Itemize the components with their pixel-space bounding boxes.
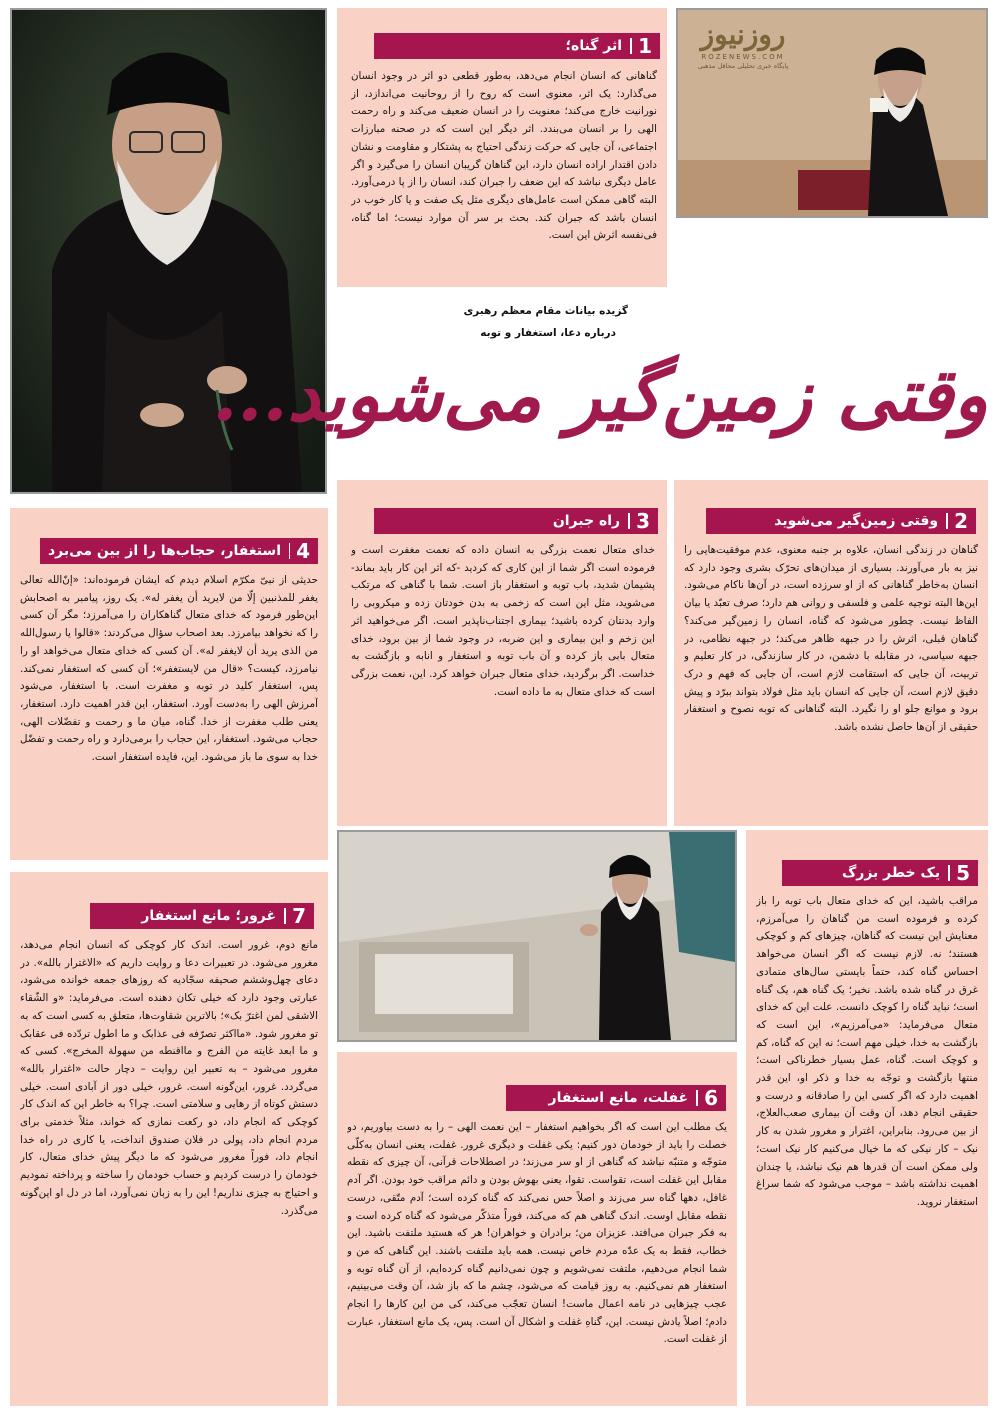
leader-praying-photo <box>676 8 988 218</box>
section-5-title: یک خطر بزرگ <box>841 865 941 881</box>
section-divider-bar <box>630 38 632 54</box>
section-4-number: 4 <box>296 539 310 563</box>
subtitle-line-2: درباره دعا، استغفار و توبه <box>480 327 616 339</box>
section-6-header <box>506 1085 726 1111</box>
standing-illustration <box>339 832 735 1040</box>
section-7-number: 7 <box>292 904 306 928</box>
leader-standing-photo <box>337 830 737 1042</box>
logo-tagline: پایگاه خبری تحلیلی محافل مذهبی <box>697 62 789 70</box>
section-divider-bar <box>284 908 286 924</box>
section-3-text: خدای متعال نعمت بزرگی به انسان داده که نعمت مغفرت است و فرموده است اگر شما از این کاری که کردید -که اثر این کار باید بماند- پشیمان شدید، باب توبه و استغفار باز است. شما با گناهی که مرتکب می‌شوید، مثل این است که زخمی به بدن خودتان زده و میکروبی را وارد بدنتان کرده باشید؛ بیماری اجتناب‌ناپذیر است. اگر می‌خواهید اثر این زخم و این بیماری و این ضربه، در وجود شما از بین برود، خدای متعال بابی باز کرده و آن باب توبه و استغفار و انابه و بازگشت به خداست. اگر برگردید، خدای متعال جبران خواهد کرد. این، نعمت بزرگی است که خدای متعال به ما داده است. <box>351 544 655 698</box>
section-divider-bar <box>628 513 630 529</box>
subtitle-line-1: گزیده بیانات مقام معظم رهبری <box>463 305 628 317</box>
section-4-title: استغفار، حجاب‌ها را از بین می‌برد <box>48 543 282 559</box>
section-6-title: غفلت، مانع استغفار <box>548 1090 689 1106</box>
section-2-header <box>706 508 976 534</box>
section-6-number: 6 <box>704 1086 718 1110</box>
rozenews-logo <box>684 18 802 100</box>
section-5-text: مراقب باشید، این که خدای متعال باب توبه را باز کرده و فرموده است من گناهان را می‌آمرزم، معنایش این نیست که گناهان، چیزهای کم و کوچکی هستند؛ نه. لازم نیست که اگر انسان می‌خواهد احساس گناه کند، حتماً بایستی سال‌های متمادی غرق در گناه شده باشد. نخیر؛ یک گناه هم، یک گناه است؛ نباید گناه را کوچک دانست. علت این که خدای متعال می‌فرماید: «می‌آمرزیم»، این است که بازگشت به خدا، خیلی مهم است؛ نه این که گناه، کم و کوچک است. گناه، عمل بسیار خطرناکی است؛ منتها بازگشت و توجّه به خدا و ذکر او، این قدر اهمیت دارد که اگر کسی این را صادقانه و درست و حقیقی انجام دهد، آن وقت آن بیماری صعب‌العلاج، از بین می‌رود. بنابراین، اغترار و مغرور شدن به کار نیک – کار نیکی که ما خیال می‌کنیم کار نیک است؛ ولی ممکن است آن قدرها هم نیک نباشد، یا چندان اهمیت نداشته باشد – موجب می‌شود که شما سراغ استغفار نروید. <box>756 895 978 1208</box>
main-title: وقتی زمین‌گیر می‌شوید... <box>212 352 988 437</box>
section-4-header <box>40 538 318 564</box>
section-5-number: 5 <box>956 861 970 885</box>
section-7-text: مانع دوم، غرور است. اندک کار کوچکی که انسان انجام می‌دهد، مغرور می‌شود. در تعبیرات دعا و روایت داریم که «الاغترار بالله». در دعای چهل‌وششم صحیفه سجّادیه که روزهای جمعه خوانده می‌شود، عبارتی وجود دارد که خیلی تکان دهنده است. می‌فرماید: «و الشّقاء الاشقی لمن اغترّ بک»؛ بالاترین شقاوت‌ها، متعلق به کسی است که به تو مغرور شود. «مااکثر تصرّفه فی عذابک و ما اطول تردّده فی عقابک و ما ابعد غایته من الفرج و مااقنطه من سهولة المخرج». کسی که مغرور می‌شود – به تعبیر این روایت – دچار حالت «اغترار بالله» می‌گردد. غرور، این‌گونه است. غرور، خیلی دور از آبادی است. خیلی دستش کوتاه از رهایی و سلامتی است. چرا؟ به خاطر این که اندک کار کوچکی که انجام داد، دو رکعت نمازی که خواند، مثلاً خدمتی برای مردم انجام داد، پولی در فلان صندوق انداخت، یا کاری در راه خدا انجام داد، فوراً مغرور می‌شود که ما دیگر پیش خدای متعال، کار خودمان را درست کردیم و حساب خودمان را ساخته و پرداخته نمودیم و احتیاج به چیزی نداریم! این را به زبان نمی‌آورد، اما در دل او این‌گونه می‌گذرد. <box>20 939 318 1217</box>
section-1-title: اثر گناه؛ <box>565 38 623 54</box>
section-divider-bar <box>696 1090 698 1106</box>
section-divider-bar <box>946 513 948 529</box>
section-3-number: 3 <box>636 509 650 533</box>
section-3-title: راه جبران <box>552 513 621 529</box>
section-7-header <box>90 903 314 929</box>
section-5-header <box>782 860 978 886</box>
section-2-title: وقتی زمین‌گیر می‌شوید <box>774 513 939 529</box>
logo-latin: ROZENEWS.COM <box>701 53 785 61</box>
section-divider-bar <box>948 865 950 881</box>
section-7-title: غرور؛ مانع استغفار <box>141 908 277 924</box>
section-4-text: حدیثی از نبیّ مکرّم اسلام دیدم که ایشان فرموده‌اند: «إنّ‌الله تعالی یغفر للمذنبین إلّا من لایرید أن یغفر له». یک روز، پیامبر به اصحابش این‌طور فرمود که خدای متعال گناهکاران را می‌آمرزد؛ مگر آن کسی را که نخواهد بیامرزد. بعد اصحاب سؤال می‌کردند: «قالوا یا رسول‌الله من الذی یرید أن لایغفر له». آن کسی که خدای متعال می‌خواهد او را نیامرزد، کیست؟ «قال من لایستغفر»؛ آن کسی که استغفار نمی‌کند. پس، استغفار کلید در توبه و مغفرت است. با استغفار، می‌شود آمرزش الهی را به‌دست آورد. استغفار، این قدر اهمیت دارد. استغفار، یعنی طلب مغفرت از خدا. گناه، میان ما و رحمت و تفضّلات الهی، حجاب می‌شود. استغفار، این حجاب را برمی‌دارد و راه رحمت و تفضّل خدا به سوی ما باز می‌شود. این، فایده استغفار است. <box>20 574 318 764</box>
section-1-number: 1 <box>638 34 652 58</box>
section-3-header <box>374 508 658 534</box>
section-6-text: یک مطلب این است که اگر بخواهیم استغفار – این نعمت الهی – را به دست بیاوریم، دو خصلت را باید از خودمان دور کنیم: یکی غفلت و دیگری غرور. غفلت، یعنی انسان به‌کلّی متوجّه و متنبّه نباشد که گناهی از او سر می‌زند؛ در اصطلاحات قرآنی، آن چیزی که نقطه مقابل این غفلت است، تقواست. تقوا، یعنی بهوش بودن و دائم مراقب خود بودن. اگر آدم غافل، دهها گناه سر می‌زند و اصلاً حس نمی‌کند که گناه کرده است؛ آدم متّقی، درست نقطه مقابل اوست. اندک گناهی هم که می‌کند، فوراً متذکّر می‌شود که گناه کرده است و به فکر جبران می‌افتد. عزیزان من؛ برادران و خواهران! هر که هستید ملتفت باشید. این خطاب، فقط به یک عدّه مردم خاص نیست. همه باید ملتفت باشند. این گناهی که من و شما انجام می‌دهیم، ملتفت نمی‌شویم و چون نمی‌دانیم گناه کرده‌ایم، از آن گناه توبه و استغفار هم نمی‌کنیم. به روز قیامت که می‌شود، چشم ما که باز شد، آن وقت می‌بینیم، عجب چیزهایی در نامه اعمال ماست! انسان تعجّب می‌کند، کی من این کارها را انجام دادم؛ اصلاً یادش نیست. این، گناهِ غفلت و اشکال آن است. پس، یک مانع استغفار، عبارت از غفلت است. <box>347 1121 727 1346</box>
section-2-text: گناهان در زندگی انسان، علاوه بر جنبه معنوی، عدم موفقیت‌هایی را نیز به بار می‌آورند. بسیاری از میدان‌های تحرّک بشری وجود دارد که انسان به‌خاطر گناهانی که از او سرزده است، در آن‌ها ناکام می‌شود. این‌ها البته توجیه علمی و فلسفی و روانی هم دارد؛ صرف تعبّد یا بیان الفاظ نیست. چطور می‌شود که گناه، انسان را زمین‌گیر می‌کند؟ گناهان قبلی، اثرش را در جبهه ظاهر می‌کند؛ در جبهه نظامی، در جبهه سیاسی، در مقابله با دشمن، در کار سازندگی، در کار تعلیم و تربیت، آن جایی که استقامت لازم است، آن جایی که فهم و درک دقیق لازم است، آن جایی که انسان باید مثل فولاد بتواند ببرّد و پیش برود و موانع جلو او را نگیرد. البته گناهانی که توبه نصوح و استغفار حقیقی از آن‌ها حاصل نشده باشد. <box>684 544 978 734</box>
section-1-text: گناهانی که انسان انجام می‌دهد، به‌طور قطعی دو اثر در وجود انسان می‌گذارد: یک اثر، معنوی است که روح را از روحانیت می‌اندازد، از نورانیت خارج می‌کند؛ معنویت را در انسان ضعیف می‌کند و راه رحمت الهی را بر انسان می‌بندد. اثر دیگر این است که در صحنه مبارزات اجتماعی، آن جایی که حرکت زندگی احتیاج به پشتکار و مقاومت و نشان دادن اقتدار اراده انسان دارد، این گناهان گریبان انسان را می‌گیرد و اگر عامل دیگری نباشد که این ضعف را جبران کند، انسان را از پا درمی‌آورد. البته گاهی ممکن است عامل‌های دیگری مثل یک صفت و یا کار خوب در انسان باشد که جبران کند. بحث بر سر آن موارد نیست؛ اما گناه، فی‌نفسه اثرش این است. <box>351 70 657 242</box>
section-1-header <box>374 33 660 59</box>
section-2-number: 2 <box>954 509 968 533</box>
logo-name: روزنیوز <box>700 18 786 51</box>
section-divider-bar <box>289 543 290 559</box>
